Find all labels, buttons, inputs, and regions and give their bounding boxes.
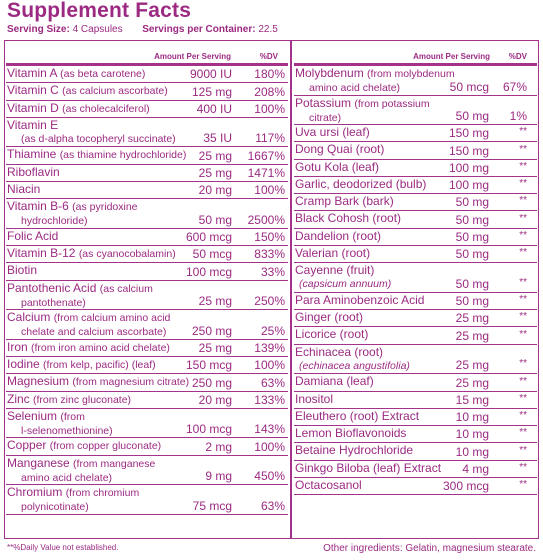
table-row <box>294 327 537 344</box>
amount-value: 400 IU <box>196 101 232 116</box>
table-row <box>294 426 537 443</box>
daily-value-percent: ** <box>519 230 527 242</box>
table-row <box>294 194 537 211</box>
amount-value: 300 mcg <box>442 479 489 494</box>
amount-value: 15 mg <box>455 392 489 407</box>
amount-value: 25 mg <box>455 311 489 326</box>
table-row <box>294 310 537 327</box>
ingredient-name-main: Vitamin E <box>7 117 59 132</box>
table-row <box>294 461 537 478</box>
ingredient-name <box>7 311 170 339</box>
daily-value-percent: 63% <box>260 498 285 513</box>
daily-value-percent: 100% <box>254 358 285 373</box>
daily-value-percent: ** <box>519 444 527 456</box>
ingredient-name <box>295 462 441 475</box>
ingredient-name <box>295 264 391 291</box>
table-row <box>294 66 537 96</box>
table-row <box>6 409 288 439</box>
ingredient-name-main: Folic Acid <box>7 228 59 243</box>
serving-size-value: 4 Capsules <box>72 24 123 35</box>
table-row <box>294 125 537 142</box>
amount-value: 50 mg <box>455 109 489 123</box>
ingredient-source-line2: citrate) <box>309 111 342 124</box>
right-column <box>294 41 537 495</box>
ingredient-name <box>7 84 168 98</box>
ingredient-name <box>7 375 189 389</box>
table-row <box>6 101 288 118</box>
ingredient-name-main: Copper <box>7 438 50 453</box>
table-row <box>294 142 537 159</box>
ingredient-name <box>295 67 455 95</box>
panel-title: Supplement Facts <box>7 0 192 22</box>
daily-value-percent: ** <box>519 160 527 172</box>
table-row <box>6 281 288 311</box>
daily-value-header: %DV <box>508 52 527 61</box>
ingredient-name-main: Vitamin B-12 <box>7 246 79 261</box>
table-row <box>6 165 288 182</box>
amount-value: 250 mg <box>191 323 232 338</box>
left-column-header <box>6 41 288 66</box>
amount-value: 2 mg <box>205 439 232 454</box>
servings-per-container-value: 22.5 <box>258 24 278 35</box>
daily-value-percent: ** <box>519 311 527 323</box>
ingredient-name-main: Garlic, deodorized (bulb) <box>295 176 427 191</box>
ingredient-name-main: Betaine Hydrochloride <box>295 443 414 458</box>
ingredient-name-main: Pantothenic Acid <box>7 280 100 295</box>
daily-value-percent: 143% <box>254 422 285 437</box>
ingredient-source: (from zinc gluconate) <box>33 393 132 406</box>
table-row <box>294 293 537 310</box>
ingredient-source: (from iron amino acid chelate) <box>31 341 170 354</box>
amount-value: 600 mcg <box>185 230 232 245</box>
daily-value-percent: ** <box>519 462 527 474</box>
daily-value-percent: ** <box>519 427 527 439</box>
daily-value-percent: ** <box>519 294 527 306</box>
ingredient-source-line2: amino acid chelate) <box>309 82 401 94</box>
ingredient-botanical-name: (capsicum annuum) <box>299 278 392 291</box>
ingredient-name-main: Dong Quai (root) <box>295 142 385 157</box>
ingredient-name-main: Ginger (root) <box>295 310 364 325</box>
daily-value-percent: 67% <box>502 79 527 94</box>
daily-value-percent: 833% <box>254 247 285 262</box>
daily-value-percent: ** <box>519 195 527 207</box>
ingredient-name-main: Chromium <box>7 485 66 500</box>
amount-value: 25 mg <box>455 328 489 343</box>
daily-value-percent: ** <box>519 479 527 491</box>
ingredient-name-main: Dandelion (root) <box>295 228 382 243</box>
daily-value-percent: ** <box>519 276 527 288</box>
ingredient-name-main: Magnesium <box>7 374 73 389</box>
amount-value: 20 mg <box>198 392 232 407</box>
amount-value: 50 mg <box>455 195 489 210</box>
ingredient-name <box>7 200 138 228</box>
daily-value-percent: 208% <box>254 84 285 99</box>
ingredient-source: (from <box>60 410 85 423</box>
daily-value-percent: ** <box>519 375 527 387</box>
ingredient-name <box>295 375 374 388</box>
amount-per-serving-header: Amount Per Serving <box>413 52 490 61</box>
ingredient-name <box>7 264 37 277</box>
ingredient-name-main: Octacosanol <box>295 478 362 493</box>
table-row <box>294 409 537 426</box>
table-row <box>294 229 537 246</box>
ingredient-name <box>295 393 333 406</box>
amount-value: 25 mg <box>198 294 232 309</box>
amount-value: 50 mg <box>455 212 489 227</box>
daily-value-percent: 100% <box>254 183 285 198</box>
amount-value: 10 mg <box>455 410 489 425</box>
daily-value-percent: 250% <box>254 294 285 309</box>
daily-value-percent: ** <box>519 143 527 155</box>
ingredient-source: (from chromium <box>65 487 140 500</box>
ingredient-name-main: Uva ursi (leaf) <box>295 125 370 139</box>
ingredient-name-main: Damiana (leaf) <box>295 374 374 389</box>
ingredient-name-main: Licorice (root) <box>295 327 369 342</box>
daily-value-percent: ** <box>519 392 527 404</box>
daily-value-percent: 150% <box>254 230 285 245</box>
ingredient-source-line2: polynicotinate) <box>21 501 89 514</box>
table-row <box>6 147 288 164</box>
table-row <box>6 374 288 391</box>
right-column-header <box>294 41 537 66</box>
daily-value-percent: 139% <box>254 340 285 355</box>
table-row <box>6 229 288 246</box>
daily-value-header: %DV <box>259 52 278 61</box>
amount-value: 35 IU <box>203 131 232 146</box>
ingredient-source: (from potassium <box>354 97 430 110</box>
ingredient-name <box>7 148 186 162</box>
ingredient-source: (as cholecalciferol) <box>62 102 150 115</box>
ingredient-name-main: Biotin <box>7 263 38 278</box>
amount-value: 25 mg <box>455 358 489 373</box>
amount-value: 50 mg <box>455 276 489 291</box>
daily-value-footnote: **%Daily Value not established. <box>7 543 119 552</box>
table-row <box>6 83 288 100</box>
table-row <box>294 96 537 126</box>
ingredient-name-main: Riboflavin <box>7 164 60 179</box>
amount-value: 25 mg <box>455 375 489 390</box>
table-row <box>294 177 537 194</box>
ingredient-name <box>295 178 426 191</box>
ingredient-name <box>7 457 155 485</box>
amount-value: 50 mcg <box>192 247 232 262</box>
daily-value-percent: 1471% <box>247 165 285 180</box>
ingredient-source: (from manganese <box>73 457 156 470</box>
table-row <box>6 438 288 455</box>
amount-value: 25 mg <box>198 148 232 163</box>
ingredient-name-main: Para Aminobenzoic Acid <box>295 292 425 307</box>
ingredient-name-main: Manganese <box>7 455 74 470</box>
amount-value: 50 mg <box>455 230 489 245</box>
serving-size-label: Serving Size: <box>7 24 70 35</box>
ingredient-name <box>295 247 370 260</box>
daily-value-percent: 450% <box>254 469 285 484</box>
amount-value: 125 mg <box>191 84 232 99</box>
ingredient-name-main: Niacin <box>7 181 41 196</box>
ingredient-name-main: Selenium <box>7 408 61 423</box>
ingredient-name-main: Cayenne (fruit) <box>295 263 375 278</box>
ingredient-source: (from copper gluconate) <box>49 440 162 453</box>
ingredient-source-line2: l-selenomethionine) <box>21 424 113 437</box>
ingredient-name-main: Cramp Bark (bark) <box>295 194 394 209</box>
ingredient-source: (from magnesium citrate) <box>72 376 190 389</box>
amount-value: 100 mcg <box>185 422 232 437</box>
daily-value-percent: 63% <box>260 375 285 390</box>
table-row <box>294 160 537 177</box>
ingredient-source: (as calcium ascorbate) <box>62 85 168 98</box>
ingredient-name-main: Iodine <box>7 356 44 371</box>
ingredient-name <box>295 161 379 174</box>
table-row <box>6 182 288 199</box>
daily-value-percent: 1% <box>509 109 527 123</box>
ingredient-source-line2: amino acid chelate) <box>21 471 113 484</box>
amount-value: 250 mg <box>191 375 232 390</box>
table-row <box>6 456 288 486</box>
ingredient-name <box>7 341 170 355</box>
amount-value: 10 mg <box>455 444 489 459</box>
amount-value: 20 mg <box>198 183 232 198</box>
ingredient-name-main: Eleuthero (root) Extract <box>295 408 420 423</box>
daily-value-percent: 1667% <box>247 148 285 163</box>
ingredient-name <box>7 230 58 243</box>
ingredient-name-main: Zinc <box>7 391 34 406</box>
ingredient-name-main: Vitamin B-6 <box>7 199 73 214</box>
ingredient-name <box>7 119 176 146</box>
ingredient-name <box>295 479 362 492</box>
amount-value: 50 mg <box>198 212 232 227</box>
ingredient-name-main: Lemon Bioflavonoids <box>295 426 407 441</box>
ingredient-source-line2: chelate and calcium ascorbate) <box>21 326 167 339</box>
ingredient-source: (as cyanocobalamin) <box>78 248 176 261</box>
amount-value: 150 mcg <box>185 358 232 373</box>
ingredient-source: (as thiamine hydrochloride) <box>59 149 187 162</box>
table-row <box>294 478 537 495</box>
other-ingredients: Other ingredients: Gelatin, magnesium stearate. <box>323 543 536 554</box>
ingredient-name <box>7 247 176 261</box>
ingredient-name <box>7 439 161 453</box>
ingredient-source-line2: hydrochloride) <box>21 215 88 228</box>
table-row <box>6 357 288 374</box>
amount-per-serving-header: Amount Per Serving <box>154 52 231 61</box>
daily-value-percent: ** <box>519 126 527 138</box>
daily-value-percent: 100% <box>254 439 285 454</box>
ingredient-source: (as beta carotene) <box>60 68 146 80</box>
ingredient-name <box>7 183 40 196</box>
ingredient-name <box>295 311 363 324</box>
daily-value-percent: 25% <box>260 323 285 338</box>
ingredient-name-main: Vitamin A <box>7 66 61 80</box>
ingredient-source-line2: pantothenate) <box>21 296 86 309</box>
ingredient-name <box>295 444 413 457</box>
ingredient-name <box>295 410 419 423</box>
amount-value: 9 mg <box>205 469 232 484</box>
amount-value: 50 mg <box>455 294 489 309</box>
amount-value: 100 mg <box>448 160 489 175</box>
ingredient-source: (as pyridoxine <box>72 201 138 214</box>
table-row <box>6 199 288 229</box>
daily-value-percent: 33% <box>260 264 285 279</box>
ingredient-name <box>7 67 145 81</box>
ingredient-name-main: Inositol <box>295 391 334 406</box>
table-row <box>6 118 288 148</box>
daily-value-percent: ** <box>519 178 527 190</box>
ingredient-name-main: Molybdenum <box>295 66 368 80</box>
ingredient-name <box>295 212 401 225</box>
table-row <box>294 263 537 293</box>
amount-value: 25 mg <box>198 340 232 355</box>
ingredient-source: (as calcium <box>99 282 153 295</box>
daily-value-percent: 117% <box>255 131 285 146</box>
amount-value: 4 mg <box>462 462 489 477</box>
amount-value: 100 mg <box>448 178 489 193</box>
ingredient-name <box>295 143 384 156</box>
daily-value-percent: ** <box>519 358 527 370</box>
ingredient-name <box>295 346 410 373</box>
table-row <box>294 392 537 409</box>
ingredient-name-main: Thiamine <box>7 147 60 162</box>
amount-value: 150 mg <box>448 126 489 141</box>
ingredient-name <box>7 486 139 514</box>
table-row <box>6 485 288 515</box>
table-row <box>6 392 288 409</box>
table-row <box>294 374 537 391</box>
ingredient-name <box>7 282 153 310</box>
table-row <box>6 246 288 263</box>
ingredient-name-main: Vitamin D <box>7 100 63 115</box>
table-row <box>6 263 288 280</box>
table-row <box>294 443 537 460</box>
ingredient-name-main: Black Cohosh (root) <box>295 211 402 226</box>
ingredient-name-main: Vitamin C <box>7 83 63 98</box>
daily-value-percent: ** <box>519 212 527 224</box>
ingredient-name <box>295 230 381 243</box>
serving-info <box>7 24 278 35</box>
right-ingredient-list <box>294 66 537 495</box>
ingredient-name-main: Ginkgo Biloba (leaf) Extract <box>295 460 442 475</box>
ingredient-name <box>295 427 406 440</box>
servings-per-container-label: Servings per Container: <box>142 24 256 35</box>
ingredient-name-main: Iron <box>7 339 32 354</box>
left-nutrient-list <box>6 66 288 515</box>
daily-value-percent: ** <box>519 328 527 340</box>
ingredient-name <box>7 393 131 407</box>
ingredient-name-main: Valerian (root) <box>295 246 371 261</box>
table-row <box>6 66 288 83</box>
ingredient-name-main: Potassium <box>295 95 355 110</box>
ingredient-source-line2: (as d-alpha tocopheryl succinate) <box>21 132 176 145</box>
daily-value-percent: 2500% <box>247 212 285 227</box>
ingredient-name <box>295 294 424 307</box>
daily-value-percent: 180% <box>254 67 285 82</box>
table-row <box>294 246 537 263</box>
table-row <box>294 345 537 375</box>
daily-value-percent: 133% <box>254 392 285 407</box>
table-row <box>6 340 288 357</box>
ingredient-name-main: Gotu Kola (leaf) <box>295 159 380 174</box>
ingredient-name <box>7 102 150 116</box>
daily-value-percent: ** <box>519 247 527 259</box>
ingredient-source: (from molybdenum <box>367 68 455 80</box>
ingredient-source: (from calcium amino acid <box>53 312 171 325</box>
ingredient-name-main: Calcium <box>7 310 54 325</box>
ingredient-name <box>7 166 60 179</box>
ingredient-name <box>295 328 368 341</box>
ingredient-source: (from kelp, pacific) (leaf) <box>43 358 156 371</box>
table-row <box>294 211 537 228</box>
left-column <box>6 41 288 515</box>
amount-value: 75 mcg <box>192 498 232 513</box>
amount-value: 10 mg <box>455 427 489 442</box>
daily-value-percent: 100% <box>254 101 285 116</box>
amount-value: 50 mg <box>455 247 489 262</box>
column-divider <box>290 40 292 539</box>
table-row <box>6 310 288 340</box>
amount-value: 150 mg <box>448 143 489 158</box>
amount-value: 25 mg <box>198 165 232 180</box>
ingredient-name <box>295 195 394 208</box>
ingredient-name <box>295 97 430 125</box>
ingredient-name-main: Echinacea (root) <box>295 344 384 359</box>
amount-value: 9000 IU <box>189 67 232 82</box>
ingredient-botanical-name: (echinacea angustifolia) <box>299 359 410 372</box>
ingredient-name <box>295 126 370 139</box>
amount-value: 100 mcg <box>185 264 232 279</box>
daily-value-percent: ** <box>519 410 527 422</box>
ingredient-name <box>7 358 156 372</box>
ingredient-name <box>7 410 113 438</box>
amount-value: 50 mcg <box>449 79 489 94</box>
